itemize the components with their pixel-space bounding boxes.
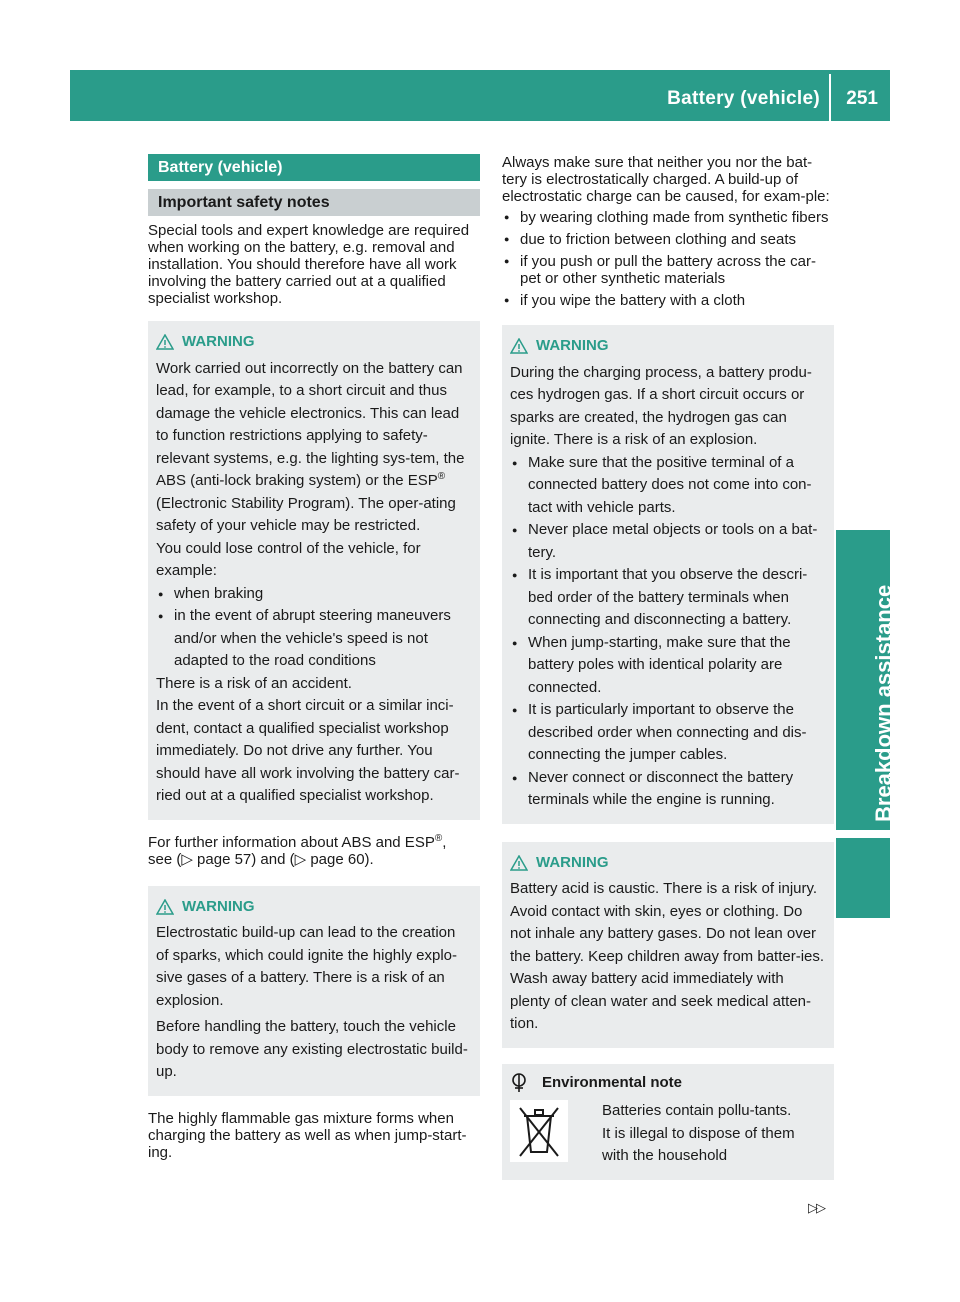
outro-paragraph: The highly flammable gas mixture forms when charging the battery as well as when jump-start-ing. bbox=[148, 1109, 467, 1161]
left-column bbox=[148, 154, 480, 1161]
environmental-note-label: Environmental note bbox=[542, 1073, 683, 1091]
intro-paragraph: Always make sure that neither you nor the bat-tery is electrostatically charged. A build-up of electrostatic charge can be caused, for exam-ple: bbox=[502, 154, 830, 205]
warning-box-4 bbox=[502, 842, 834, 1048]
warning-text: Battery acid is caustic. There is a risk of injury. Avoid contact with skin, eyes or clothing. Do not inhale any battery gases. Do not lean over the battery. Keep children away from batter-ies. Wash away battery acid immediately with plenty of clean water and seek medical atten-tion. bbox=[510, 880, 825, 1032]
further-info: For further information about ABS and ESP®, see (▷ page 57) and (▷ page 60). bbox=[148, 832, 447, 868]
environmental-note-heading bbox=[510, 1072, 826, 1095]
warning-box-3 bbox=[502, 325, 834, 824]
warning-triangle-icon bbox=[510, 855, 528, 871]
list-item: ● if you wipe the battery with a cloth bbox=[502, 292, 834, 309]
warning-text: In the event of a short circuit or a similar inci-dent, contact a qualified specialist workshop immediately. Do not drive any further. You should have all work involving the battery car-ried out at a qualified specialist workshop. bbox=[156, 697, 460, 804]
continue-arrows: ▷▷ bbox=[808, 1200, 824, 1215]
chapter-tab bbox=[836, 530, 896, 830]
list-item: ● It is particularly important to observe the described order when connecting and dis-connecting the jumper cables. bbox=[510, 699, 826, 767]
warning-triangle-icon bbox=[156, 899, 174, 915]
warning-text: You could lose control of the vehicle, for example: bbox=[156, 539, 421, 579]
header-separator bbox=[829, 74, 831, 121]
chapter-tab-label: Breakdown assistance bbox=[871, 584, 896, 822]
warning-text: There is a risk of an accident. bbox=[156, 674, 352, 692]
list-item: ● if you push or pull the battery across the car-pet or other synthetic materials bbox=[502, 253, 834, 287]
warning-bullets bbox=[510, 452, 826, 812]
list-item: ● It is important that you observe the descri-bed order of the battery terminals when connecting and disconnecting a battery. bbox=[510, 564, 826, 632]
right-column bbox=[502, 154, 834, 1180]
subsection-title: Important safety notes bbox=[148, 189, 480, 216]
warning-text: Before handling the battery, touch the vehicle body to remove any existing electrostatic build-up. bbox=[156, 1018, 468, 1080]
warning-label: WARNING bbox=[536, 337, 609, 354]
environmental-note-box bbox=[502, 1064, 834, 1180]
warning-heading bbox=[510, 852, 826, 875]
warning-triangle-icon bbox=[156, 334, 174, 350]
warning-box-2 bbox=[148, 886, 480, 1096]
crossed-bin-icon bbox=[510, 1100, 568, 1162]
warning-triangle-icon bbox=[510, 338, 528, 354]
warning-heading bbox=[510, 335, 826, 358]
warning-box-1 bbox=[148, 321, 480, 820]
chapter-tab-marker bbox=[836, 838, 890, 918]
list-item: ● when braking bbox=[156, 583, 472, 606]
warning-label: WARNING bbox=[182, 333, 255, 350]
list-item: ● Never place metal objects or tools on a bat-tery. bbox=[510, 519, 826, 564]
warning-label: WARNING bbox=[536, 853, 609, 871]
list-item: ● in the event of abrupt steering maneuvers and/or when the vehicle's speed is not adapted to the road conditions bbox=[156, 605, 472, 673]
intro-paragraph: Special tools and expert knowledge are required when working on the battery, e.g. removal and installation. You should therefore have all work involving the battery carried out at a qualified specialist workshop. bbox=[148, 222, 470, 307]
warning-label: WARNING bbox=[182, 897, 255, 915]
warning-heading bbox=[156, 896, 472, 919]
list-item: ● due to friction between clothing and seats bbox=[502, 231, 834, 248]
warning-text: Work carried out incorrectly on the battery can lead, for example, to a short circuit and thus damage the vehicle electronics. This can lead to function restrictions applying to safety-relevant systems, e.g. the lighting sys-tem, the ABS (anti-lock braking system) or the ESP® (Electronic Stability Program). The oper-ating safety of your vehicle may be restricted. bbox=[156, 359, 465, 534]
list-item: ● Never connect or disconnect the battery terminals while the engine is running. bbox=[510, 767, 826, 812]
header-title: Battery (vehicle) bbox=[667, 88, 820, 109]
cause-list bbox=[502, 209, 834, 309]
list-item: ● When jump-starting, make sure that the battery poles with identical polarity are connected. bbox=[510, 632, 826, 700]
section-title: Battery (vehicle) bbox=[148, 154, 480, 181]
page-header bbox=[70, 70, 890, 121]
warning-text: During the charging process, a battery produ-ces hydrogen gas. If a short circuit occurs or sparks are created, the hydrogen gas can ignite. There is a risk of an explosion. bbox=[510, 363, 812, 448]
lightbulb-icon bbox=[510, 1073, 528, 1093]
page-number: 251 bbox=[846, 88, 878, 109]
warning-text: Electrostatic build-up can lead to the creation of sparks, which could ignite the highly explo-sive gases of a battery. There is a risk of an explosion. bbox=[156, 924, 457, 1009]
list-item: ● by wearing clothing made from synthetic fibers bbox=[502, 209, 834, 226]
list-item: ● Make sure that the positive terminal of a connected battery does not come into con-tact with vehicle parts. bbox=[510, 452, 826, 520]
environmental-note-text: Batteries contain pollu-tants. It is illegal to dispose of them with the household bbox=[602, 1102, 795, 1164]
warning-bullets bbox=[156, 583, 472, 673]
warning-heading bbox=[156, 331, 472, 354]
